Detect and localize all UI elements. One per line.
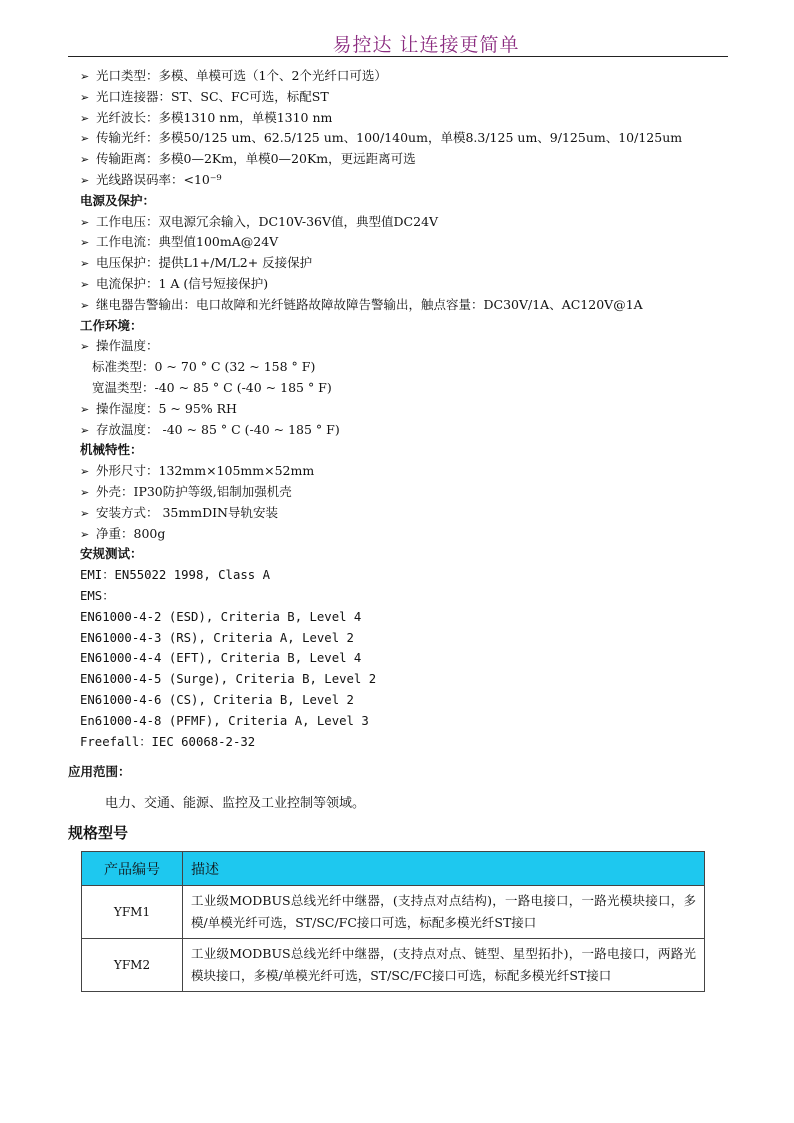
- line-text: 光口连接器：ST、SC、FC可选，标配ST: [96, 88, 329, 104]
- line-text: 工作电压：双电源冗余输入，DC10V-36V值，典型值DC24V: [96, 213, 439, 229]
- spec-line: [80, 399, 730, 420]
- spec-line: [80, 461, 730, 482]
- line-text: Freefall：IEC 60068-2-32: [80, 734, 256, 749]
- spec-table: [81, 851, 705, 992]
- arrow-bullet-icon: ➢: [80, 298, 90, 312]
- column-header-description: 描述: [183, 852, 705, 886]
- spec-line: [80, 482, 730, 503]
- line-text: 光口类型：多模、单模可选（1个、2个光纤口可选）: [96, 68, 387, 83]
- spec-line: [80, 295, 730, 316]
- arrow-bullet-icon: ➢: [80, 506, 90, 520]
- line-text: EN61000-4-6 (CS), Criteria B, Level 2: [80, 692, 354, 707]
- line-text: En61000-4-8 (PFMF), Criteria A, Level 3: [80, 713, 369, 728]
- spec-line: [80, 669, 730, 690]
- spec-line: [80, 711, 730, 732]
- line-text: 工作环境：: [80, 317, 143, 333]
- column-header-code: 产品编号: [82, 852, 183, 886]
- spec-line: [80, 87, 730, 108]
- line-text: 传输距离：多模0—2Km，单模0—20Km，更远距离可选: [96, 151, 416, 167]
- product-description: 工业级MODBUS总线光纤中继器，(支持点对点结构)，一路电接口，一路光模块接口，多模/单模光纤可选，ST/SC/FC接口可选，标配多模光纤ST接口: [183, 886, 705, 939]
- application-heading: 应用范围：: [68, 764, 131, 779]
- arrow-bullet-icon: ➢: [80, 173, 90, 187]
- line-text: EMS：: [80, 588, 115, 603]
- line-text: EN61000-4-5 (Surge), Criteria B, Level 2: [80, 672, 377, 687]
- spec-line: [80, 232, 730, 253]
- spec-line: [80, 378, 730, 399]
- arrow-bullet-icon: ➢: [80, 111, 90, 125]
- section-heading: [80, 544, 730, 565]
- spec-line: [80, 565, 730, 586]
- spec-line: [80, 274, 730, 295]
- line-text: 光纤波长：多模1310 nm，单模1310 nm: [96, 109, 333, 125]
- spec-table-heading: 规格型号: [68, 824, 129, 842]
- table-row: [82, 939, 705, 992]
- line-text: 安规测试：: [80, 546, 143, 562]
- application-text: 电力、交通、能源、监控及工业控制等领域。: [105, 796, 366, 811]
- arrow-bullet-icon: ➢: [80, 485, 90, 499]
- product-description: 工业级MODBUS总线光纤中继器，(支持点对点、链型、星型拓扑)，一路电接口，两路光模块接口，多模/单模光纤可选，ST/SC/FC接口可选，标配多模光纤ST接口: [183, 939, 705, 992]
- line-text: 外形尺寸：132mm×105mm×52mm: [96, 463, 315, 479]
- page-header-title: 易控达 让连接更简单: [332, 34, 520, 56]
- spec-line: [80, 66, 730, 87]
- line-text: 外壳：IP30防护等级,铝制加强机壳: [96, 483, 292, 499]
- spec-line: [80, 586, 730, 607]
- arrow-bullet-icon: ➢: [80, 215, 90, 229]
- spec-line: [80, 503, 730, 524]
- spec-line: [80, 108, 730, 129]
- spec-line: [80, 253, 730, 274]
- arrow-bullet-icon: ➢: [80, 277, 90, 291]
- line-text: 电源及保护：: [80, 192, 156, 208]
- spec-table-header-row: [82, 852, 705, 886]
- spec-line: [80, 170, 730, 191]
- spec-line: [80, 648, 730, 669]
- line-text: EN61000-4-2 (ESD), Criteria B, Level 4: [80, 609, 362, 624]
- line-text: 光线路误码率：<10⁻⁹: [96, 171, 222, 187]
- arrow-bullet-icon: ➢: [80, 527, 90, 541]
- spec-line: [80, 357, 730, 378]
- line-text: EN61000-4-3 (RS), Criteria A, Level 2: [80, 630, 354, 645]
- line-text: 净重：800g: [96, 525, 166, 541]
- spec-line: [80, 149, 730, 170]
- line-text: 宽温类型：-40 ~ 85 ° C (-40 ~ 185 ° F): [92, 379, 332, 395]
- product-code: YFM1: [82, 886, 183, 939]
- arrow-bullet-icon: ➢: [80, 236, 90, 250]
- line-text: 操作温度：: [96, 338, 159, 354]
- arrow-bullet-icon: ➢: [80, 257, 90, 271]
- spec-line: [80, 607, 730, 628]
- table-row: [82, 886, 705, 939]
- spec-line: [80, 420, 730, 441]
- section-heading: [80, 316, 730, 337]
- header-divider: [68, 56, 728, 57]
- product-code: YFM2: [82, 939, 183, 992]
- line-text: 传输光纤：多模50/125 um、62.5/125 um、100/140um，单模8.3/125 um、9/125um、10/125um: [96, 130, 683, 146]
- line-text: 继电器告警输出：电口故障和光纤链路故障故障告警输出，触点容量：DC30V/1A、AC120V@1A: [96, 296, 643, 312]
- arrow-bullet-icon: ➢: [80, 90, 90, 104]
- section-heading: [80, 191, 730, 212]
- line-text: 机械特性：: [80, 442, 143, 458]
- line-text: 存放温度： -40 ~ 85 ° C (-40 ~ 185 ° F): [96, 421, 340, 437]
- section-heading: [80, 440, 730, 461]
- line-text: 电压保护：提供L1+/M/L2+ 反接保护: [96, 255, 313, 271]
- spec-line: [80, 524, 730, 545]
- line-text: 电流保护：1 A (信号短接保护): [96, 275, 269, 291]
- spec-line: [80, 212, 730, 233]
- line-text: EMI：EN55022 1998, Class A: [80, 568, 270, 583]
- line-text: 工作电流：典型值100mA@24V: [96, 234, 279, 250]
- arrow-bullet-icon: ➢: [80, 70, 90, 83]
- arrow-bullet-icon: ➢: [80, 465, 90, 479]
- arrow-bullet-icon: ➢: [80, 153, 90, 167]
- arrow-bullet-icon: ➢: [80, 132, 90, 146]
- arrow-bullet-icon: ➢: [80, 423, 90, 437]
- spec-line: [80, 628, 730, 649]
- line-text: 安装方式： 35mmDIN导轨安装: [96, 504, 278, 520]
- line-text: EN61000-4-4 (EFT), Criteria B, Level 4: [80, 651, 362, 666]
- line-text: 标准类型：0 ~ 70 ° C (32 ~ 158 ° F): [92, 359, 316, 375]
- spec-line: [80, 128, 730, 149]
- spec-line: [80, 690, 730, 711]
- arrow-bullet-icon: ➢: [80, 402, 90, 416]
- spec-line: [80, 336, 730, 357]
- spec-line: [80, 732, 730, 753]
- spec-list: [80, 66, 730, 752]
- line-text: 操作湿度：5 ~ 95% RH: [96, 400, 237, 416]
- arrow-bullet-icon: ➢: [80, 340, 90, 354]
